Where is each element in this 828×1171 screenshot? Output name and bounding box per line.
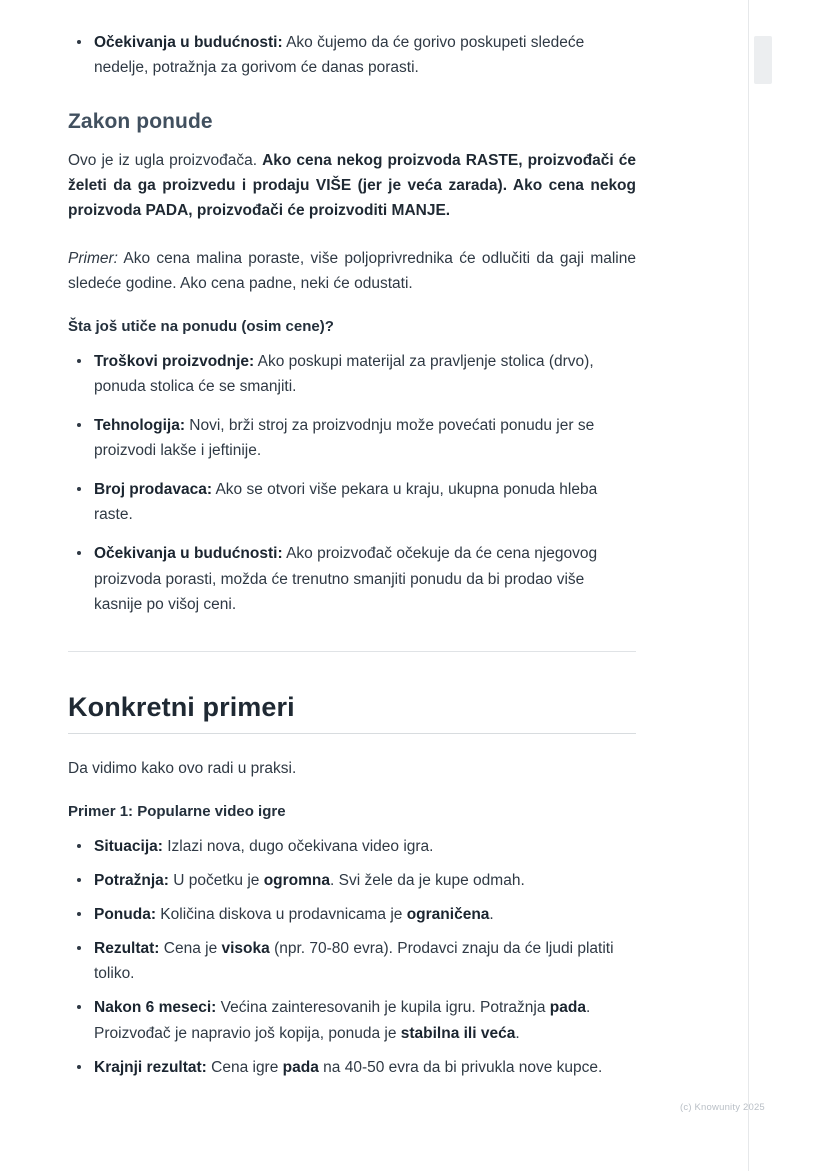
- bullet-lead: Potražnja:: [94, 871, 169, 889]
- bullet-text-cont: .: [489, 906, 494, 924]
- bullet-text: Cena je: [159, 940, 222, 958]
- bullet-emphasis: ogromna: [263, 871, 331, 889]
- bullet-lead: Krajnji rezultat:: [94, 1058, 207, 1076]
- bullet-emphasis-2: stabilna ili veća: [400, 1024, 516, 1042]
- bullet-lead: Rezultat:: [94, 940, 160, 958]
- bullet-lead: Situacija:: [94, 837, 163, 855]
- bullet-text-cont: na 40-50 evra da bi privukla nove kupce.: [318, 1058, 603, 1076]
- example-label: Primer:: [68, 249, 118, 267]
- bullet-emphasis: visoka: [221, 940, 270, 958]
- examples-intro-paragraph: Da vidimo kako ovo radi u praksi.: [68, 759, 297, 777]
- intro-normal-text: Ovo je iz ugla proizvođača.: [68, 152, 263, 170]
- right-margin-rail: [748, 0, 828, 1171]
- supply-law-intro-paragraph: [68, 148, 636, 223]
- list-item: [68, 30, 636, 80]
- section-title-supply-law: Zakon ponude: [68, 110, 213, 134]
- demand-expectations-list: [68, 30, 636, 80]
- bullet-lead: Očekivanja u budućnosti:: [94, 545, 283, 563]
- section-divider: [68, 651, 636, 652]
- watermark-copyright: (c) Knowunity 2025: [680, 1102, 765, 1113]
- page-title-concrete-examples: Konkretni primeri: [68, 691, 295, 722]
- list-item: [68, 902, 636, 927]
- supply-example-paragraph: [68, 246, 636, 296]
- bullet-text: Količina diskova u prodavnicama je: [156, 906, 407, 924]
- list-item: [68, 413, 636, 463]
- bullet-text-cont: . Svi žele da je kupe odmah.: [330, 871, 525, 889]
- list-item: [68, 995, 636, 1045]
- example-text: Ako cena malina poraste, više poljoprivrednika će odlučiti da gaji maline sledeće godine. Ako cena padne, neki će odustati.: [68, 249, 636, 292]
- bullet-text: Izlazi nova, dugo očekivana video igra.: [162, 837, 434, 855]
- bullet-text: Ako proizvođač očekuje da će cena njegovog proizvoda porasti, možda će trenutno smanjiti ponudu da bi prodao više kasnije po višoj ceni.: [94, 545, 598, 613]
- bullet-text: Novi, brži stroj za proizvodnju može povećati ponudu jer se proizvodi lakše i jeftinije.: [94, 416, 595, 460]
- bullet-text: Većina zainteresovanih je kupila igru. Potražnja: [216, 999, 550, 1017]
- list-item: [68, 1055, 636, 1080]
- list-item: [68, 868, 636, 893]
- bullet-lead: Troškovi proizvodnje:: [94, 352, 255, 370]
- bullet-text: U početku je: [168, 871, 264, 889]
- bullet-lead: Ponuda:: [94, 906, 156, 924]
- list-item: [68, 541, 636, 616]
- bullet-lead: Nakon 6 meseci:: [94, 999, 217, 1017]
- bullet-lead: Tehnologija:: [94, 416, 185, 434]
- bullet-text: Cena igre: [206, 1058, 283, 1076]
- list-item: [68, 834, 636, 859]
- bullet-text: Ako čujemo da će gorivo poskupeti sledeće nedelje, potražnja za gorivom će danas porasti.: [94, 34, 585, 77]
- bullet-text: Ako poskupi materijal za pravljenje stolica (drvo), ponuda stolica će se smanjiti.: [94, 352, 594, 395]
- list-item: [68, 349, 636, 399]
- document-content: [68, 0, 636, 1089]
- supply-factors-list: [68, 349, 636, 617]
- bullet-emphasis: pada: [282, 1058, 319, 1076]
- list-item: [68, 477, 636, 527]
- example1-list: [68, 834, 636, 1080]
- bullet-emphasis: ograničena: [406, 906, 490, 924]
- scrollbar-thumb[interactable]: [754, 36, 772, 84]
- bullet-text-cont: . Proizvođač je napravio još kopija, ponuda je: [94, 999, 591, 1042]
- bullet-lead: Očekivanja u budućnosti:: [94, 34, 283, 51]
- bullet-text: Ako se otvori više pekara u kraju, ukupna ponuda hleba raste.: [94, 481, 598, 524]
- bullet-emphasis: pada: [549, 999, 586, 1017]
- bullet-lead: Broj prodavaca:: [94, 481, 213, 499]
- title-underline: [68, 733, 636, 734]
- bullet-text-end: .: [515, 1024, 520, 1042]
- bullet-text-cont: (npr. 70-80 evra). Prodavci znaju da će ljudi platiti toliko.: [94, 940, 614, 983]
- supply-factors-heading: Šta još utiče na ponudu (osim cene)?: [68, 317, 334, 335]
- example1-heading: Primer 1: Popularne video igre: [68, 802, 286, 820]
- list-item: [68, 936, 636, 986]
- intro-bold-text: Ako cena nekog proizvoda RASTE, proizvođači će želeti da ga proizvedu i prodaju VIŠE (jer je veća zarada). Ako cena nekog proizvoda PADA, proizvođači će proizvoditi MANJE.: [68, 152, 636, 220]
